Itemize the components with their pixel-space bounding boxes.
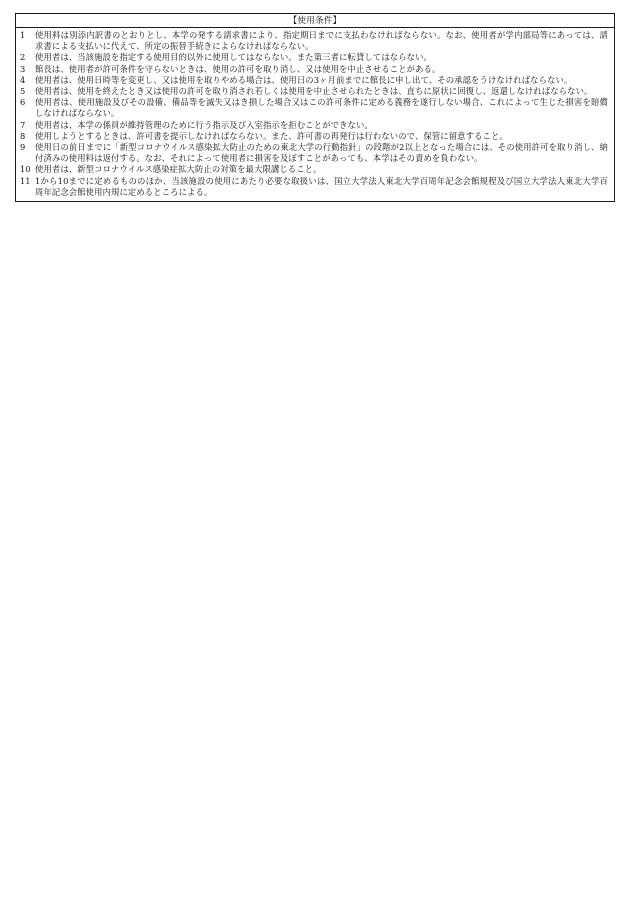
condition-text: 1から10までに定めるもののほか、当該施設の使用にあたり必要な取扱いは、国立大学法人東北大学百周年記念会館規程及び国立大学法人東北大学百周年記念会館使用内規に定めるところによる。	[35, 175, 608, 197]
condition-text: 使用者は、使用を終えたとき又は使用の許可を取り消され若しくは使用を中止させられたときは、直ちに原状に回復し、返還しなければならない。	[35, 86, 593, 97]
condition-number: 7	[20, 119, 26, 130]
condition-item	[20, 176, 608, 198]
condition-item	[20, 131, 608, 142]
condition-number: 6	[20, 97, 26, 108]
condition-number: 8	[20, 130, 26, 141]
condition-text: 使用料は別添内訳書のとおりとし、本学の発する請求書により、指定期日までに支払わなければならない。なお、使用者が学内部局等にあっては、請求書による支払いに代えて、所定の振替手続きによらなければならない。	[35, 30, 608, 52]
condition-item	[20, 142, 608, 164]
condition-text: 使用者は、使用日時等を変更し、又は使用を取りやめる場合は、使用日の3ヶ月前までに館長に申し出て、その承認をうけなければならない。	[35, 74, 573, 85]
condition-number: 5	[20, 86, 26, 97]
condition-text: 使用者は、当該施設を指定する使用目的以外に使用してはならない。また第三者に転貸してはならない。	[35, 52, 433, 63]
condition-text: 使用者は、使用施設及びその設備、備品等を滅失又はき損した場合又はこの許可条件に定める義務を遂行しない場合、これによって生じた損害を賠償しなければならない。	[35, 97, 608, 119]
condition-item	[20, 30, 608, 52]
condition-number: 1	[20, 30, 26, 40]
condition-item	[20, 97, 608, 119]
usage-conditions-box	[15, 13, 615, 202]
condition-item	[20, 75, 608, 86]
condition-text: 使用しようとするときは、許可書を提示しなければならない。また、許可書の再発行は行わないので、保管に留意すること。	[35, 130, 508, 141]
conditions-title: 【使用条件】	[16, 14, 614, 28]
condition-item	[20, 52, 608, 63]
condition-text: 使用者は、本学の係員が維持管理のために行う指示及び入室指示を拒むことができない。	[35, 119, 373, 130]
condition-text: 使用者は、新型コロナウイルス感染症拡大防止の対策を最大限講じること。	[35, 164, 322, 175]
condition-item	[20, 164, 608, 175]
condition-text: 館長は、使用者が許可条件を守らないときは、使用の許可を取り消し、又は使用を中止させることがある。	[35, 63, 441, 74]
conditions-list	[16, 28, 614, 201]
condition-number: 2	[20, 52, 26, 63]
condition-text: 使用日の前日までに「新型コロナウイルス感染拡大防止のための東北大学の行動指針」の段階が2以上となった場合には、その使用許可を取り消し、納付済みの使用料は返付する。なお、それによって使用者に損害を及ぼすことがあっても、本学はその責めを負わない。	[35, 142, 608, 164]
condition-item	[20, 120, 608, 131]
condition-number: 3	[20, 63, 26, 74]
condition-number: 9	[20, 142, 26, 153]
condition-number: 10	[20, 164, 31, 175]
condition-item	[20, 64, 608, 75]
condition-number: 11	[20, 175, 31, 186]
condition-item	[20, 86, 608, 97]
condition-number: 4	[20, 74, 26, 85]
